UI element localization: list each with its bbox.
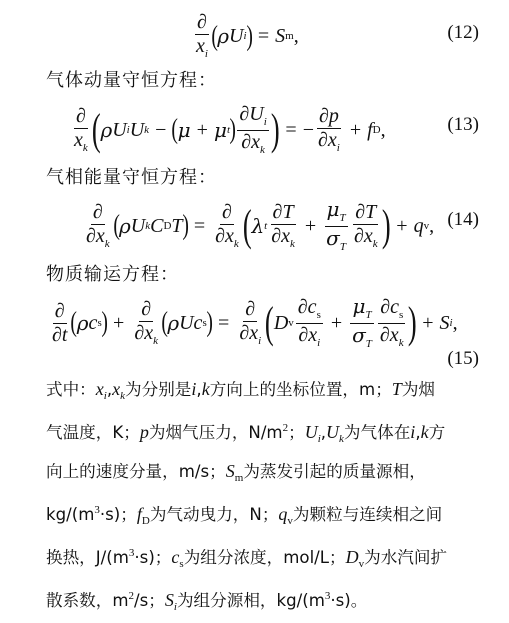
equation-15-body: $\frac{\partial}{\partial t}$ ( ρ c s ) + $\frac{\partial}{\partial x_k}$ ( ρ U c s ) = $\frac{\partial}{\partial x_i}$ ( D v $\frac{\partial c_s}{\partial x_i}$ + $\frac{\mu_T}{\sigma_T}$ $\frac{\partial c_s}{\partial x_k}$ ) + S i , <box>52 294 458 350</box>
equation-14 <box>0 195 509 251</box>
label-transport-equation: 物质输运方程： <box>46 264 179 285</box>
variable-description <box>46 373 486 623</box>
equation-number: (13) <box>447 114 479 135</box>
equation-14-body: $\frac{\partial}{\partial x_k}$ ( ρ U k C D T ) = $\frac{\partial}{\partial x_k}$ ( λ t $\frac{\partial T}{\partial x_k}$ + $\frac{\mu_T}{\sigma_T}$ $\frac{\partial T}{\partial x_k}$ ) + q v , <box>86 197 435 253</box>
description-line: $kg/(m^3\cdot s)$；$f_D$为气动曳力，N；$q_v$为颗粒与连续相之间 <box>46 504 443 527</box>
equation-12 <box>0 8 509 62</box>
description-line: 散系数，$m^2/s$；$S_i$为组分源相，$kg/(m^3\cdot s)$。 <box>46 590 368 613</box>
label-momentum-equation: 气体动量守恒方程： <box>46 70 217 91</box>
equation-number: (12) <box>447 22 479 43</box>
equation-number: (15) <box>447 348 479 369</box>
equation-15 <box>0 292 509 369</box>
description-line: 式中：$x_i,x_k$为分别是i,k方向上的坐标位置，m；T为烟 <box>46 379 435 402</box>
description-line: 向上的速度分量，m/s；$S_m$为蒸发引起的质量源相， <box>46 461 426 484</box>
equation-13 <box>0 100 509 156</box>
description-line: 换热，$J/(m^3\cdot s)$；$c_s$为组分浓度，mol/L；$D_v$为水汽间扩 <box>46 547 448 570</box>
description-line: 气温度，K；p为烟气压力，$N/m^2$；$U_i,U_k$为气体在i,k方 <box>46 422 446 445</box>
equation-13-body: $\frac{\partial}{x_k}$ ( ρ U i U k − ( μ + μ t ) $\frac{\partial U_i}{\partial x_k}$ ) = − $\frac{\partial p}{\partial x_i}$ + f D , <box>74 103 386 156</box>
equation-number: (14) <box>447 209 479 230</box>
label-energy-equation: 气相能量守恒方程： <box>46 167 217 188</box>
equation-12-body: $\frac{\partial}{x_i}$ ( ρ U i ) = S m , <box>196 11 299 60</box>
